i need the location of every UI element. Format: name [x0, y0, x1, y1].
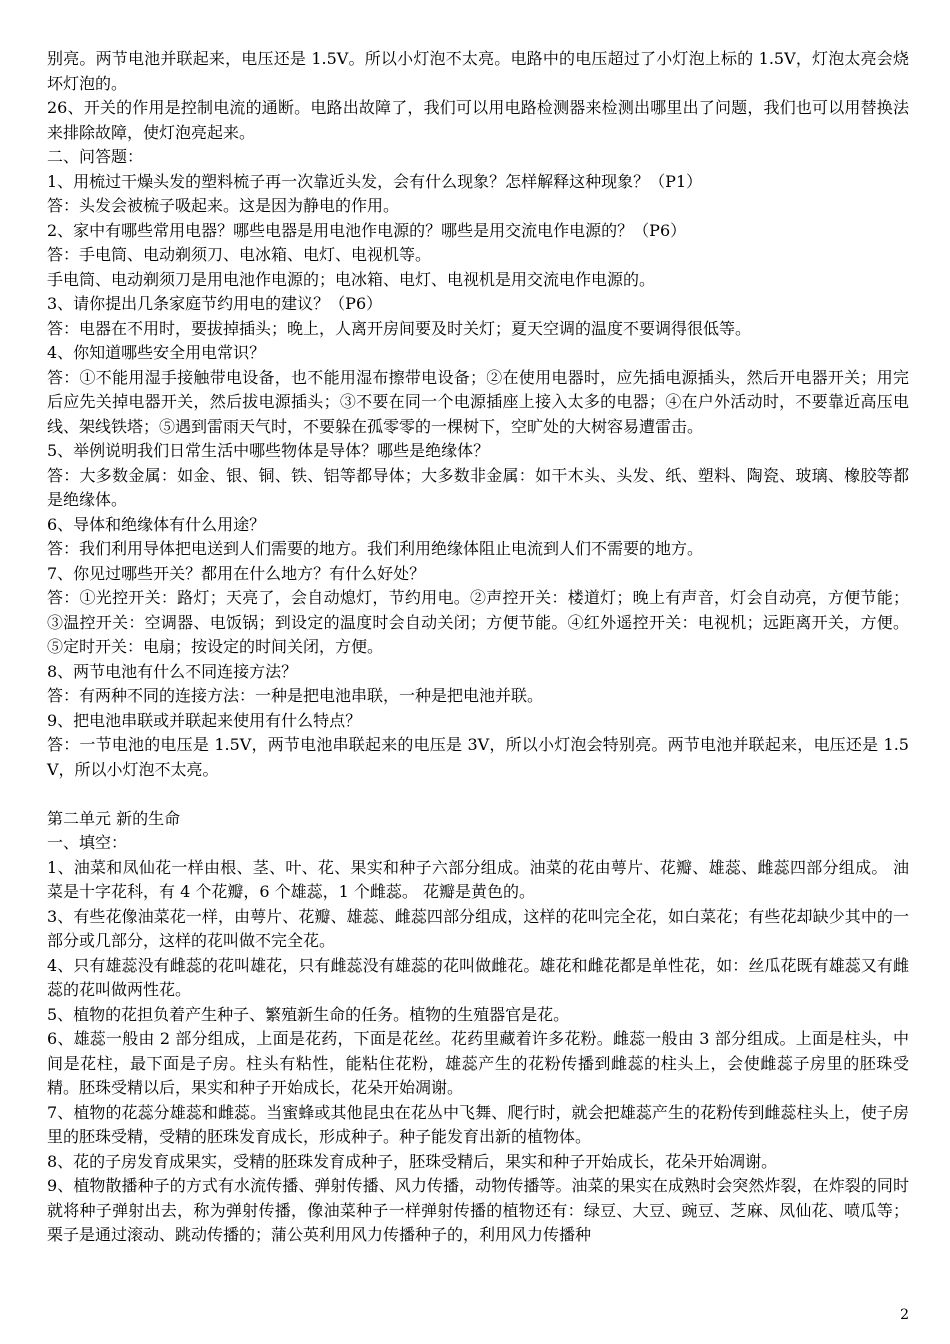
question: 8、两节电池有什么不同连接方法？ [47, 661, 298, 681]
section-heading: 二、问答题： [47, 147, 144, 166]
answer: 手电筒、电动剃须刀是用电池作电源的；电冰箱、电灯、电视机是用交流电作电源的。 [47, 269, 656, 289]
fill-in-item: 1、油菜和凤仙花一样由根、茎、叶、花、果实和种子六部分组成。油菜的花由萼片、花瓣、雄蕊、雌蕊四部分组成。 油菜是十字花科，有 4 个花瓣，6 个雄蕊，1 个雌蕊。 花瓣是黄色的。 [47, 857, 909, 901]
question: 6、导体和绝缘体有什么用途？ [47, 514, 266, 534]
question: 4、你知道哪些安全用电常识？ [47, 343, 266, 362]
blank-line [47, 782, 909, 807]
fill-in-item: 8、花的子房发育成果实，受精的胚珠发育成种子，胚珠受精后，果实和种子开始成长，花朵开始凋谢。 [47, 1151, 778, 1171]
answer: 答：电器在不用时，要拔掉插头；晚上，人离开房间要及时关灯；夏天空调的温度不要调得很低等。 [47, 318, 752, 338]
fill-in-item: 7、植物的花蕊分雄蕊和雌蕊。当蜜蜂或其他昆虫在花丛中飞舞、爬行时，就会把雄蕊产生的花粉传到雌蕊柱头上，使子房里的胚珠受精，受精的胚珠发育成长，形成种子。种子能发育出新的植物体。 [47, 1102, 909, 1146]
answer: 答：手电筒、电动剃须刀、电冰箱、电灯、电视机等。 [47, 245, 432, 264]
answer: 答：一节电池的电压是 1.5V，两节电池串联起来的电压是 3V，所以小灯泡会特别亮。两节电池并联起来，电压还是 1.5V，所以小灯泡不太亮。 [47, 735, 909, 779]
fill-in-item: 9、植物散播种子的方式有水流传播、弹射传播、风力传播，动物传播等。油菜的果实在成熟时会突然炸裂，在炸裂的同时就将种子弹射出去，称为弹射传播，像油菜种子一样弹射传播的植物还有：绿豆、大豆、豌豆、芝麻、凤仙花、喷瓜等；栗子是通过滚动、跳动传播的；蒲公英利用风力传播种子的，利用风力传播种 [47, 1176, 909, 1244]
document-body [47, 47, 909, 1248]
fill-in-item: 5、植物的花担负着产生种子、繁殖新生命的任务。植物的生殖器官是花。 [47, 1004, 570, 1024]
fill-in-item: 6、雄蕊一般由 2 部分组成，上面是花药，下面是花丝。花药里藏着许多花粉。雌蕊一般由 3 部分组成。上面是柱头，中间是花柱，最下面是子房。柱头有粘性，能粘住花粉，雄蕊产生的花粉传播到雌蕊的柱头上，会使雌蕊子房里的胚珠受精。胚珠受精以后，果实和种子开始成长，花朵开始凋谢。 [47, 1029, 909, 1097]
answer: 答：我们利用导体把电送到人们需要的地方。我们利用绝缘体阻止电流到人们不需要的地方。 [47, 539, 704, 558]
question: 9、把电池串联或并联起来使用有什么特点？ [47, 710, 362, 730]
question: 7、你见过哪些开关？都用在什么地方？有什么好处？ [47, 563, 426, 583]
fill-in-item: 3、有些花像油菜花一样，由萼片、花瓣、雄蕊、雌蕊四部分组成，这样的花叫完全花，如白菜花；有些花却缺少其中的一部分或几部分，这样的花叫做不完全花。 [47, 906, 909, 950]
text-line: 26、开关的作用是控制电流的通断。电路出故障了，我们可以用电路检测器来检测出哪里出了问题，我们也可以用替换法来排除故障，使灯泡亮起来。 [47, 98, 909, 142]
question: 2、家中有哪些常用电器？哪些电器是用电池作电源的？哪些是用交流电作电源的？（P6） [47, 220, 687, 240]
answer: 答：有两种不同的连接方法：一种是把电池串联，一种是把电池并联。 [47, 686, 544, 705]
unit-heading: 第二单元 新的生命 [47, 808, 181, 828]
fill-in-item: 4、只有雄蕊没有雌蕊的花叫雄花，只有雌蕊没有雄蕊的花叫做雌花。雄花和雌花都是单性花，如：丝瓜花既有雄蕊又有雌蕊的花叫做两性花。 [47, 955, 909, 999]
answer: 答：头发会被梳子吸起来。这是因为静电的作用。 [47, 196, 400, 215]
section-heading: 一、填空： [47, 833, 128, 852]
question: 3、请你提出几条家庭节约用电的建议？（P6） [47, 294, 383, 313]
answer: 答：①不能用湿手接触带电设备，也不能用湿布擦带电设备；②在使用电器时，应先插电源插头，然后开电器开关；用完后应先关掉电器开关，然后拔电源插头；③不要在同一个电源插座上接入太多的电器；④在户外活动时，不要靠近高压电线、架线铁塔；⑤遇到雷雨天气时，不要躲在孤零零的一棵树下，空旷处的大树容易遭雷击。 [47, 367, 909, 436]
answer: 答：①光控开关：路灯；天亮了，会自动熄灯，节约用电。②声控开关：楼道灯；晚上有声音，灯会自动亮，方便节能；③温控开关：空调器、电饭锅；到设定的温度时会自动关闭；方便节能。④红外遥控开关：电视机；远距离开关，方便。⑤定时开关：电扇；按设定的时间关闭，方便。 [47, 588, 909, 656]
answer: 答：大多数金属：如金、银、铜、铁、铝等都导体；大多数非金属：如干木头、头发、纸、塑料、陶瓷、玻璃、橡胶等都是绝缘体。 [47, 465, 909, 509]
question: 5、举例说明我们日常生活中哪些物体是导体？哪些是绝缘体？ [47, 441, 490, 460]
page-number: 2 [900, 1307, 909, 1323]
question: 1、用梳过干燥头发的塑料梳子再一次靠近头发，会有什么现象？怎样解释这种现象？（P1） [47, 171, 703, 191]
text-line: 别亮。两节电池并联起来，电压还是 1.5V。所以小灯泡不太亮。电路中的电压超过了小灯泡上标的 1.5V，灯泡太亮会烧坏灯泡的。 [47, 49, 909, 93]
